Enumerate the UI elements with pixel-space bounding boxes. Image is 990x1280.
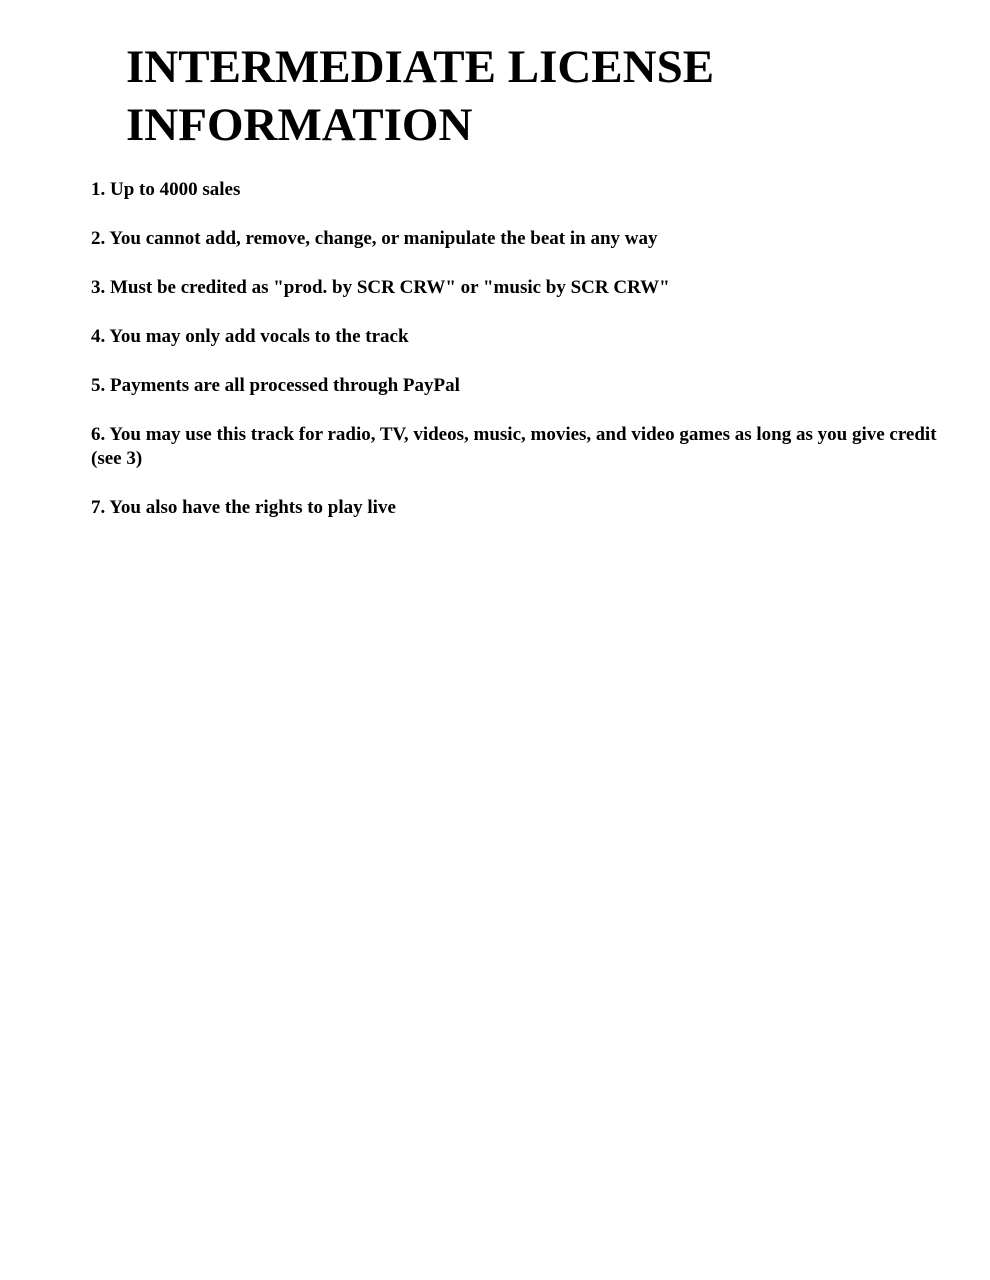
title-line-1: INTERMEDIATE LICENSE [126,41,715,93]
license-term-6: 6. You may use this track for radio, TV, videos, music, movies, and video games as long as you give credit (see 3) [91,424,937,469]
license-term-7: 7. You also have the rights to play live [91,497,396,518]
license-term-5: 5. Payments are all processed through PayPal [91,375,460,396]
license-term-2: 2. You cannot add, remove, change, or manipulate the beat in any way [91,228,658,249]
page-title [126,38,886,154]
title-line-2: INFORMATION [126,99,473,151]
license-terms-list [91,178,941,545]
license-term-4: 4. You may only add vocals to the track [91,326,409,347]
license-term-1: 1. Up to 4000 sales [91,179,241,200]
license-term-3: 3. Must be credited as "prod. by SCR CRW" or "music by SCR CRW" [91,277,670,298]
